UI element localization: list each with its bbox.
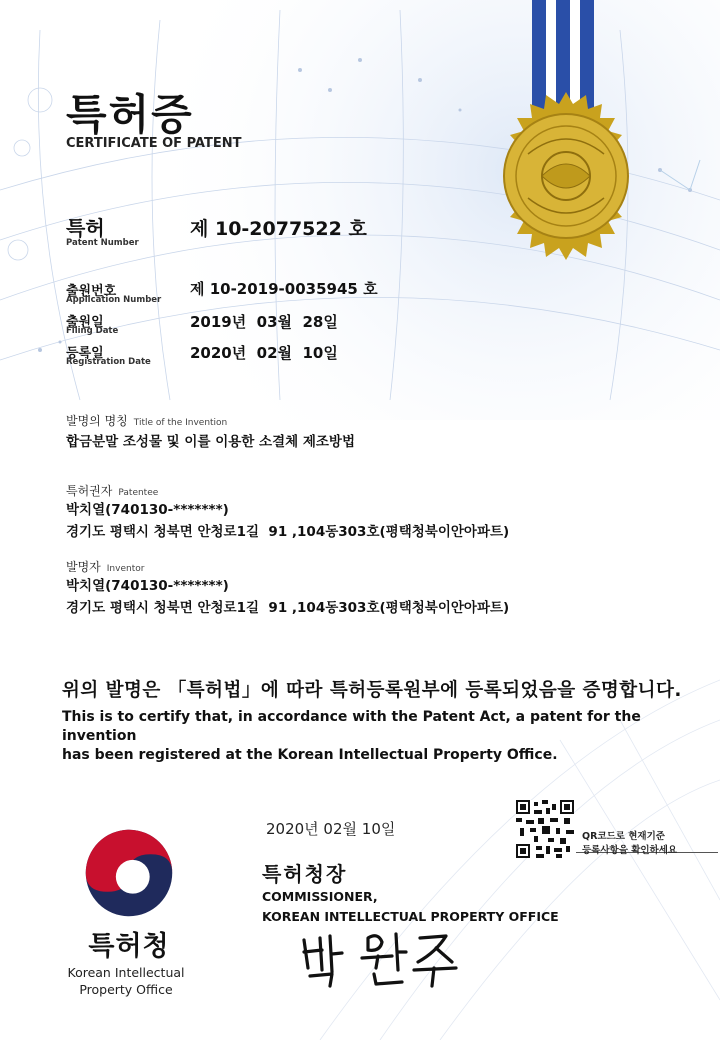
certification-statement-en <box>62 708 702 765</box>
invention-section-label <box>66 410 227 429</box>
commissioner-signature <box>296 928 466 988</box>
qr-code-icon <box>516 800 574 858</box>
kipo-logo-icon <box>82 826 176 920</box>
certificate-subtitle: CERTIFICATE OF PATENT <box>66 136 242 151</box>
filing-label: 출원일 <box>66 315 104 330</box>
statement-en-line1: This is to certify that, in accordance with the Patent Act, a patent for the invention <box>62 709 641 744</box>
invention-label-en: Title of the Invention <box>133 418 228 428</box>
patentee-section-label <box>66 480 158 499</box>
kipo-name-en-line1: Korean Intellectual <box>67 965 185 980</box>
commissioner-en-line2: KOREAN INTELLECTUAL PROPERTY OFFICE <box>262 909 559 924</box>
registration-label-en: Registration Date <box>66 357 151 367</box>
inventor-address: 경기도 평택시 청북면 안청로1길 91 ,104동303호(평택청북이안아파트) <box>66 600 510 616</box>
patent-label: 특허 <box>66 216 105 240</box>
patentee-name: 박치열(740130-*******) <box>66 502 229 518</box>
kipo-name-en-line2: Property Office <box>79 982 173 997</box>
statement-en-line2: has been registered at the Korean Intellectual Property Office. <box>62 747 558 763</box>
commissioner-title-en <box>262 887 559 927</box>
qr-instruction-line1: QR코드로 현재기준 <box>582 831 665 842</box>
inventor-label-en: Inventor <box>106 564 145 574</box>
inventor-section-label <box>66 556 144 575</box>
commissioner-en-line1: COMMISSIONER, <box>262 889 378 904</box>
patentee-label: 특허권자 <box>66 484 113 498</box>
patent-number: 제 10-2077522 호 <box>190 218 367 240</box>
kipo-name-ko: 특허청 <box>88 931 170 962</box>
registration-date: 2020년 02월 10일 <box>190 344 338 362</box>
patentee-address: 경기도 평택시 청북면 안청로1길 91 ,104동303호(평택청북이안아파트) <box>66 524 510 540</box>
application-number: 제 10-2019-0035945 호 <box>190 280 378 298</box>
invention-title: 합금분말 조성물 및 이를 이용한 소결체 제조방법 <box>66 434 356 450</box>
qr-instruction <box>582 830 677 858</box>
qr-instruction-line2: 등록사항을 확인하세요 <box>582 845 678 856</box>
patent-label-en: Patent Number <box>66 238 139 248</box>
application-label: 출원번호 <box>66 284 117 299</box>
filing-date: 2019년 03월 28일 <box>190 313 338 331</box>
registration-label: 등록일 <box>66 346 104 361</box>
kipo-name-en <box>60 964 192 998</box>
application-label-en: Application Number <box>66 295 162 305</box>
patentee-label-en: Patentee <box>118 488 159 498</box>
filing-label-en: Filing Date <box>66 326 119 336</box>
gold-seal-icon <box>478 88 654 264</box>
certification-statement-ko: 위의 발명은 「특허법」에 따라 특허등록원부에 등록되었음을 증명합니다. <box>62 680 682 701</box>
inventor-label: 발명자 <box>66 560 101 574</box>
commissioner-title-ko: 특허청장 <box>262 862 348 886</box>
certificate-title: 특허증 <box>66 90 194 139</box>
invention-label: 발명의 명칭 <box>66 414 128 428</box>
inventor-name: 박치열(740130-*******) <box>66 578 229 594</box>
issue-date: 2020년 02월 10일 <box>266 820 396 838</box>
